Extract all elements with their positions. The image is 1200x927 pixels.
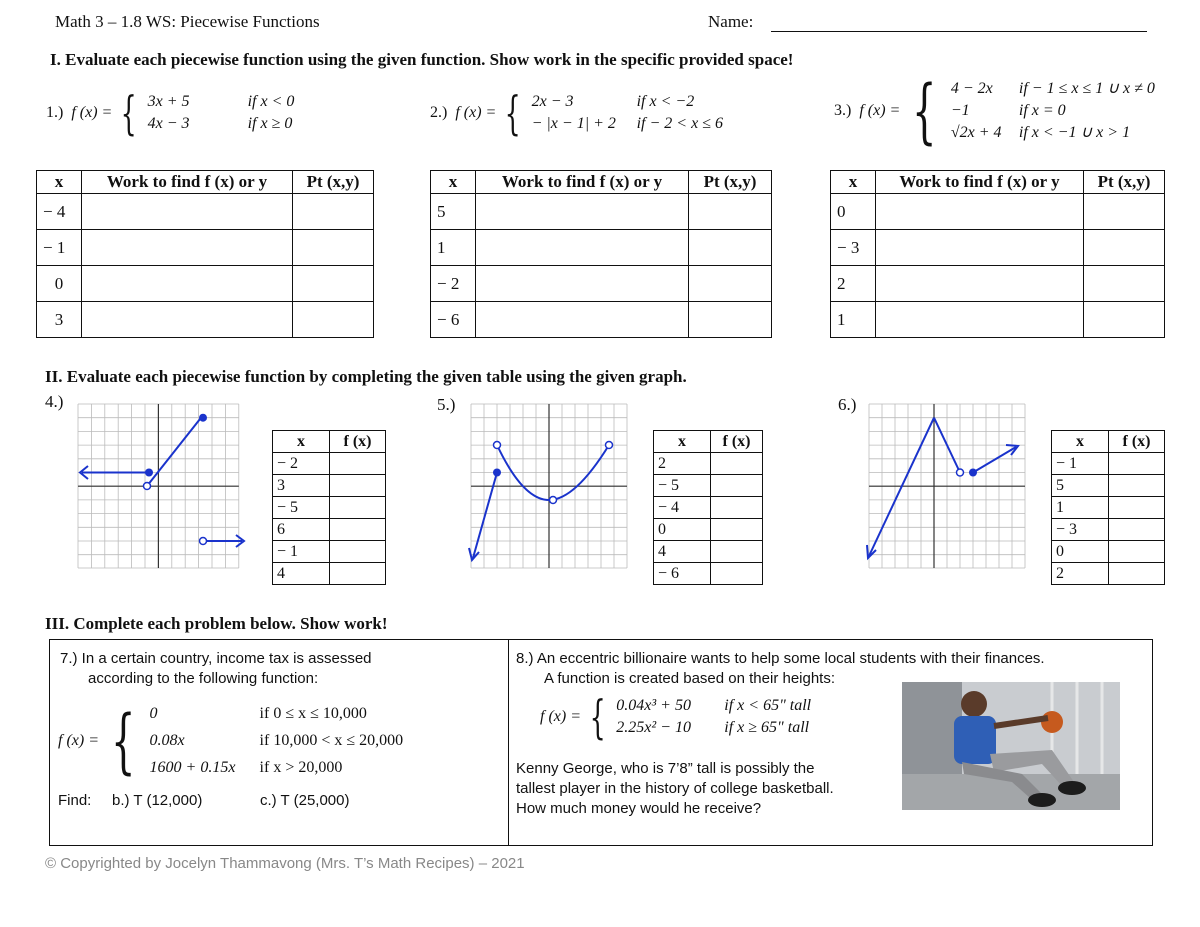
fx-cell[interactable] xyxy=(711,541,763,563)
table-row xyxy=(1052,541,1165,563)
table-row xyxy=(831,230,1165,266)
x-value: 0 xyxy=(1052,541,1109,563)
open-dot xyxy=(494,442,501,449)
table-row xyxy=(273,453,386,475)
fx-cell[interactable] xyxy=(1109,563,1165,585)
case-cond: if x = 0 xyxy=(1018,102,1066,119)
x-value: 0 xyxy=(37,266,82,302)
problem-1-lhs: f (x) = xyxy=(71,104,113,121)
case-expr: 0.04x³ + 50 xyxy=(616,697,691,714)
table-row xyxy=(831,266,1165,302)
header-x: x xyxy=(431,171,476,194)
closed-dot xyxy=(199,414,207,422)
case-cond: if 0 ≤ x ≤ 10,000 xyxy=(259,705,367,722)
problem-8-text2: tallest player in the history of college basketball. xyxy=(516,780,834,797)
case-cond: if x < 65" tall xyxy=(724,697,812,714)
point-cell[interactable] xyxy=(293,302,374,338)
problem-7-line1: 7.) In a certain country, income tax is assessed xyxy=(60,650,372,667)
fx-cell[interactable] xyxy=(711,519,763,541)
table-row xyxy=(654,497,763,519)
point-cell[interactable] xyxy=(689,302,772,338)
point-cell[interactable] xyxy=(293,230,374,266)
problem-5-number: 5.) xyxy=(437,395,456,414)
open-dot xyxy=(550,497,557,504)
fx-cell[interactable] xyxy=(711,563,763,585)
brace-icon: { xyxy=(111,699,136,782)
header-point: Pt (x,y) xyxy=(689,171,772,194)
work-cell[interactable] xyxy=(82,302,293,338)
header-work: Work to find f (x) or y xyxy=(476,171,689,194)
x-value: 0 xyxy=(654,519,711,541)
case-expr: 1600 + 0.15x xyxy=(149,759,236,776)
brace-icon: { xyxy=(589,690,606,744)
problem-8-text3: How much money would he receive? xyxy=(516,800,762,817)
x-value: − 4 xyxy=(37,194,82,230)
table-row xyxy=(831,302,1165,338)
x-value: 4 xyxy=(273,563,330,585)
header-x: x xyxy=(37,171,82,194)
axes xyxy=(78,404,239,568)
x-value: − 5 xyxy=(654,475,711,497)
case-cond: if x > 20,000 xyxy=(259,759,343,776)
work-cell[interactable] xyxy=(476,194,689,230)
fx-cell[interactable] xyxy=(1109,519,1165,541)
table-row xyxy=(431,266,772,302)
work-cell[interactable] xyxy=(876,302,1084,338)
x-value: − 1 xyxy=(37,230,82,266)
fx-cell[interactable] xyxy=(330,563,386,585)
case-cond: if 10,000 < x ≤ 20,000 xyxy=(259,732,404,749)
table-row xyxy=(273,563,386,585)
work-cell[interactable] xyxy=(82,266,293,302)
fx-cell[interactable] xyxy=(711,497,763,519)
case-expr: 3x + 5 xyxy=(147,93,190,110)
problem-8-text1: Kenny George, who is 7’8” tall is possibly the xyxy=(516,760,815,777)
case-cond: if x < −2 xyxy=(636,93,695,110)
problem-7-function xyxy=(58,700,403,781)
header-fx: f (x) xyxy=(711,431,763,453)
header-x: x xyxy=(1052,431,1109,453)
x-value: 5 xyxy=(431,194,476,230)
point-cell[interactable] xyxy=(1084,194,1165,230)
graph-6-lines xyxy=(867,418,1018,558)
table-row xyxy=(1052,497,1165,519)
problem-2-lhs: f (x) = xyxy=(455,104,497,121)
fx-cell[interactable] xyxy=(330,475,386,497)
graph-4 xyxy=(70,400,255,572)
case-expr: 4 − 2x xyxy=(950,80,993,97)
table-row xyxy=(273,519,386,541)
brace-icon: { xyxy=(504,86,522,140)
problem-7-find-label: Find: xyxy=(58,792,92,809)
fx-cell[interactable] xyxy=(330,453,386,475)
point-cell[interactable] xyxy=(689,230,772,266)
table-row xyxy=(37,230,374,266)
case-cond: if − 1 ≤ x ≤ 1 ∪ x ≠ 0 xyxy=(1018,80,1155,97)
x-value: 6 xyxy=(273,519,330,541)
fx-cell[interactable] xyxy=(711,453,763,475)
header-point: Pt (x,y) xyxy=(293,171,374,194)
point-cell[interactable] xyxy=(689,194,772,230)
problem-3-number: 3.) xyxy=(834,102,852,119)
case-cond: if x ≥ 65" tall xyxy=(724,719,810,736)
x-value: 1 xyxy=(431,230,476,266)
table-row xyxy=(654,563,763,585)
problem-8-function xyxy=(540,690,812,744)
point-cell[interactable] xyxy=(293,266,374,302)
problem-8-line1: 8.) An eccentric billionaire wants to help some local students with their finances. xyxy=(516,650,1045,667)
fx-cell[interactable] xyxy=(1109,497,1165,519)
table-row xyxy=(1052,563,1165,585)
header-x: x xyxy=(273,431,330,453)
table-row xyxy=(1052,475,1165,497)
fx-cell[interactable] xyxy=(330,519,386,541)
problem-2-number: 2.) xyxy=(430,104,448,121)
x-value: − 6 xyxy=(654,563,711,585)
table-row xyxy=(654,475,763,497)
section-2-heading: II. Evaluate each piecewise function by completing the given table using the given graph. xyxy=(45,367,687,386)
fx-cell[interactable] xyxy=(1109,541,1165,563)
problem-3-lhs: f (x) = xyxy=(859,102,901,119)
header-work: Work to find f (x) or y xyxy=(82,171,293,194)
x-value: 2 xyxy=(831,266,876,302)
problem-4-table xyxy=(272,430,386,585)
problem-3-function xyxy=(834,70,1155,152)
table-row xyxy=(37,302,374,338)
brace-icon: { xyxy=(912,70,937,152)
problem-1-function xyxy=(46,86,295,140)
case-expr: 2.25x² − 10 xyxy=(616,719,691,736)
point-cell[interactable] xyxy=(689,266,772,302)
x-value: − 1 xyxy=(1052,453,1109,475)
case-expr: − |x − 1| + 2 xyxy=(531,115,616,132)
fx-cell[interactable] xyxy=(330,541,386,563)
x-value: − 5 xyxy=(273,497,330,519)
x-value: 1 xyxy=(831,302,876,338)
header-fx: f (x) xyxy=(330,431,386,453)
table-row xyxy=(431,230,772,266)
header-work: Work to find f (x) or y xyxy=(876,171,1084,194)
axes xyxy=(471,404,627,568)
case-cond: if x ≥ 0 xyxy=(247,115,293,132)
point-cell[interactable] xyxy=(293,194,374,230)
header-point: Pt (x,y) xyxy=(1084,171,1165,194)
work-cell[interactable] xyxy=(476,230,689,266)
table-row xyxy=(654,541,763,563)
x-value: − 6 xyxy=(431,302,476,338)
problem-7-line2: according to the following function: xyxy=(88,670,319,687)
section-3-box xyxy=(49,639,1153,846)
case-cond: if x < −1 ∪ x > 1 xyxy=(1018,124,1131,141)
case-cond: if x < 0 xyxy=(247,93,295,110)
problem-5-table xyxy=(653,430,763,585)
table-row xyxy=(654,453,763,475)
point-cell[interactable] xyxy=(1084,302,1165,338)
divider xyxy=(508,640,509,845)
problem-2-function xyxy=(430,86,723,140)
open-dot xyxy=(144,483,151,490)
basketball-player-photo xyxy=(902,682,1120,810)
table-row xyxy=(37,266,374,302)
fx-cell[interactable] xyxy=(1109,453,1165,475)
problem-1-table xyxy=(36,170,374,338)
case-expr: −1 xyxy=(950,102,970,119)
point-cell[interactable] xyxy=(1084,266,1165,302)
x-value: 5 xyxy=(1052,475,1109,497)
graph-5 xyxy=(463,400,643,572)
x-value: − 2 xyxy=(431,266,476,302)
x-value: 2 xyxy=(1052,563,1109,585)
closed-dot xyxy=(493,469,501,477)
case-expr: 4x − 3 xyxy=(147,115,190,132)
header-x: x xyxy=(831,171,876,194)
table-row xyxy=(273,541,386,563)
case-expr: 0.08x xyxy=(149,732,185,749)
x-value: 4 xyxy=(654,541,711,563)
work-cell[interactable] xyxy=(82,230,293,266)
problem-6-number: 6.) xyxy=(838,395,857,414)
x-value: − 2 xyxy=(273,453,330,475)
case-expr: √2x + 4 xyxy=(950,124,1002,141)
work-cell[interactable] xyxy=(476,302,689,338)
open-dot xyxy=(957,469,964,476)
worksheet-title: Math 3 – 1.8 WS: Piecewise Functions xyxy=(55,12,320,31)
case-expr: 0 xyxy=(149,705,158,722)
problem-8-line2: A function is created based on their heights: xyxy=(544,670,836,687)
case-expr: 2x − 3 xyxy=(531,93,574,110)
x-value: 3 xyxy=(37,302,82,338)
problem-2-table xyxy=(430,170,772,338)
work-cell[interactable] xyxy=(476,266,689,302)
header-fx: f (x) xyxy=(1109,431,1165,453)
section-1-heading: I. Evaluate each piecewise function using the given function. Show work in the specific provided space! xyxy=(50,50,794,69)
table-row xyxy=(654,519,763,541)
fx-cell[interactable] xyxy=(330,497,386,519)
x-value: 3 xyxy=(273,475,330,497)
table-row xyxy=(431,194,772,230)
work-cell[interactable] xyxy=(876,266,1084,302)
case-cond: if − 2 < x ≤ 6 xyxy=(636,115,723,132)
table-row xyxy=(831,194,1165,230)
table-row xyxy=(273,475,386,497)
problem-1-number: 1.) xyxy=(46,104,64,121)
work-cell[interactable] xyxy=(876,230,1084,266)
brace-icon: { xyxy=(120,86,138,140)
x-value: 0 xyxy=(831,194,876,230)
problem-7-part-c: c.) T (25,000) xyxy=(260,792,350,809)
fx-cell[interactable] xyxy=(711,475,763,497)
table-row xyxy=(1052,453,1165,475)
header-x: x xyxy=(654,431,711,453)
name-blank-line[interactable] xyxy=(771,31,1147,32)
work-cell[interactable] xyxy=(876,194,1084,230)
closed-dot xyxy=(145,469,153,477)
x-value: − 1 xyxy=(273,541,330,563)
work-cell[interactable] xyxy=(82,194,293,230)
x-value: 1 xyxy=(1052,497,1109,519)
problem-4-number: 4.) xyxy=(45,392,64,411)
section-3-heading: III. Complete each problem below. Show work! xyxy=(45,614,388,633)
problem-6-table xyxy=(1051,430,1165,585)
closed-dot xyxy=(969,469,977,477)
problem-3-table xyxy=(830,170,1165,338)
table-row xyxy=(273,497,386,519)
open-dot xyxy=(606,442,613,449)
point-cell[interactable] xyxy=(1084,230,1165,266)
problem-7-lhs: f (x) = xyxy=(58,731,99,749)
fx-cell[interactable] xyxy=(1109,475,1165,497)
x-value: 2 xyxy=(654,453,711,475)
copyright-footer: © Copyrighted by Jocelyn Thammavong (Mrs. T’s Math Recipes) – 2021 xyxy=(45,855,525,872)
name-label: Name: xyxy=(708,12,754,31)
problem-8-lhs: f (x) = xyxy=(540,708,581,725)
x-value: − 4 xyxy=(654,497,711,519)
table-row xyxy=(1052,519,1165,541)
open-dot xyxy=(200,538,207,545)
x-value: − 3 xyxy=(1052,519,1109,541)
table-row xyxy=(431,302,772,338)
table-row xyxy=(37,194,374,230)
problem-7-part-b: b.) T (12,000) xyxy=(112,792,203,809)
x-value: − 3 xyxy=(831,230,876,266)
graph-6 xyxy=(863,400,1043,572)
